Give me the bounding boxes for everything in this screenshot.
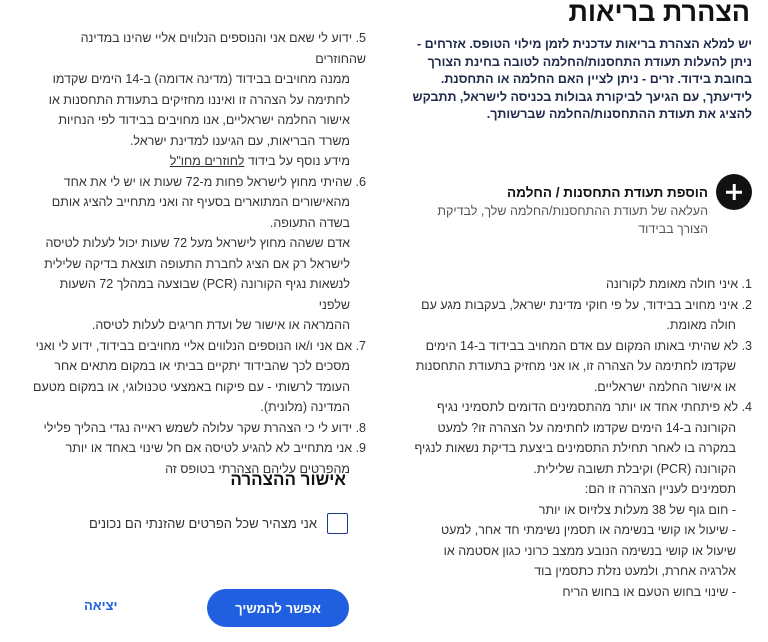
list-item: שקדמו לחתימה על הצהרה זו, או אני מחזיק בתעודת התחסנות [415,359,736,373]
list-item: אישור החלמה ישראליים, אנו מחויבים בבידוד לפי הנחיות [58,113,350,127]
list-item: 7. אם אני ו/או הנוספים הנלווים אליי מחויבים בבידוד, ידוע לי ואני [35,338,366,353]
list-item: - חום גוף של 38 מעלות צלזיוס או יותר [538,502,736,517]
list-item: העומד לרשותי - עם פיקוח באמצעי טכנולוגי, או במקום מטעם [33,379,350,394]
list-item: חולה מאומת. [666,318,736,332]
declaration-list-right [408,274,752,602]
intro-line: יש למלא הצהרת בריאות עדכנית לזמן מילוי הטופס. אזרחים - [417,37,752,51]
intro-text [408,36,752,124]
list-item: ההמראה או אישור של ועדת חריגים לעלות לטיסה. [91,318,350,332]
list-item: בשדה התעופה. [269,215,350,230]
vaccine-text [408,172,708,238]
confirm-checkbox-label[interactable]: אני מצהיר שכל הפרטים שהזנתי הם נכונים [89,516,317,531]
vaccine-subtitle: הצורך בבידוד [638,222,708,236]
exit-link[interactable]: יציאה [84,598,118,613]
add-vaccine-certificate[interactable] [408,172,752,238]
list-item: 1. איני חולה מאומת לקורונה [605,277,752,291]
list-item: תסמינים לעניין הצהרה זו הם: [584,482,736,496]
list-item: שיעול או קושי בנשימה הנובע ממצב כרוני כגון אסטמה או [443,543,736,558]
list-item: המדינה (מלונית). [260,400,350,414]
list-item: במקרה בו לאחר תחילת התסמינים ביצעת בדיקת נשאות לנגיף [414,441,736,455]
list-item: מהאישורים המתוארים בסעיף זה ואני מתחייב להציג אותם [51,195,350,209]
confirm-checkbox[interactable] [327,513,348,534]
list-item: אלרגיה אחרת, ולמעט נזלת כתסמין בוד [534,564,736,578]
continue-button[interactable]: אפשר להמשיך [207,589,349,627]
more-info-line [30,151,366,172]
list-item: או אישור החלמה ישראליים. [593,379,736,394]
list-item: לחתימה על הצהרה זו ואיננו מחזיקים בתעודת התחסנות או [48,92,350,107]
page-title: הצהרת בריאות [568,0,750,27]
list-item: 4. לא פיתחתי אחד או יותר מהתסמינים הדומים לתסמיני נגיף [437,400,752,414]
list-item: אדם ששהה מחוץ לישראל מעל 72 שעות יכול לעלות לטיסה [45,236,350,250]
returning-from-abroad-link[interactable]: לחוזרים מחו"ל [169,154,245,168]
list-item: ממנה מחויבים בבידוד (מדינה אדומה) ב-14 הימים שקדמו [52,72,350,86]
list-item: 9. אני מתחייב לא להגיע לטיסה אם חל שינוי באחד או יותר [65,441,366,455]
confirmation-row[interactable] [89,513,348,534]
intro-line: ניתן להעלות תעודת התחסנות/החלמה לטובה בחינת הצורך [427,54,752,69]
list-item: 2. איני מחויב בבידוד, על פי חוקי מדינת ישראל, בעקבות מגע עם [421,297,752,312]
right-column [408,0,752,642]
vaccine-title[interactable]: הוספת תעודת התחסנות / החלמה [507,185,708,200]
list-item: 5. ידוע לי שאם אני והנוספים הנלווים אליי שהינו במדינה שהחוזרים [80,31,366,66]
list-item: משרד הבריאות, עם הגיענו למדינת ישראל. [129,133,350,148]
list-item: 6. שהיתי מחוץ לישראל פחות מ-72 שעות או יש לי את אחד [63,174,366,189]
intro-line: לידיעתך, עם הגיעך לביקורת גבולות בכניסה לישראל, תתבקש [412,89,752,104]
list-item: הקורונה (PCR) וקיבלת תשובה שלילית. [533,461,736,476]
confirmation-title: אישור ההצהרה [230,470,346,489]
intro-line: בחובת בידוד. זרים - ניתן לציין האם החלמה או התחסנת. [440,72,752,86]
declaration-list-left [30,28,366,479]
list-item: - שינוי בחוש הטעם או בחוש הריח [562,584,736,599]
list-item: 8. ידוע לי כי הצהרת שקר עלולה לשמש ראייה נגדי בהליך פלילי [43,420,366,435]
list-item: 3. לא שהיתי באותו המקום עם אדם המחויב בבידוד ב-14 הימים [425,338,752,353]
plus-circle-icon[interactable] [716,174,752,210]
list-item: מסכים לכך שהבידוד יתקיים בביתי או במקום מתאים אחר [54,359,350,373]
intro-line: להציג את תעודת ההתחסנות/החלמה שברשותך. [486,107,752,121]
list-item: לישראל רק אם הציג לחברת התעופה תוצאת בדיקה שלילית [44,256,350,271]
vaccine-subtitle: העלאה של תעודת ההתחסנות/החלמה שלך, לבדיקת [437,204,708,218]
list-item: מהפרטים עליהם הצהרתי בטופס זה [165,461,350,476]
list-item: הקורונה ב-14 הימים שקדמו לחתימה על הצהרה זו? למעט [437,420,736,435]
list-item: - שיעול או קושי בנשימה או תסמין נשימתי חד אחר, למעט [441,523,736,537]
list-item: לנשאות נגיף הקורונה (PCR) שבוצעה במהלך 72 השעות שלפני [59,277,350,312]
more-info-prefix: מידע נוסף על בידוד [244,154,350,168]
